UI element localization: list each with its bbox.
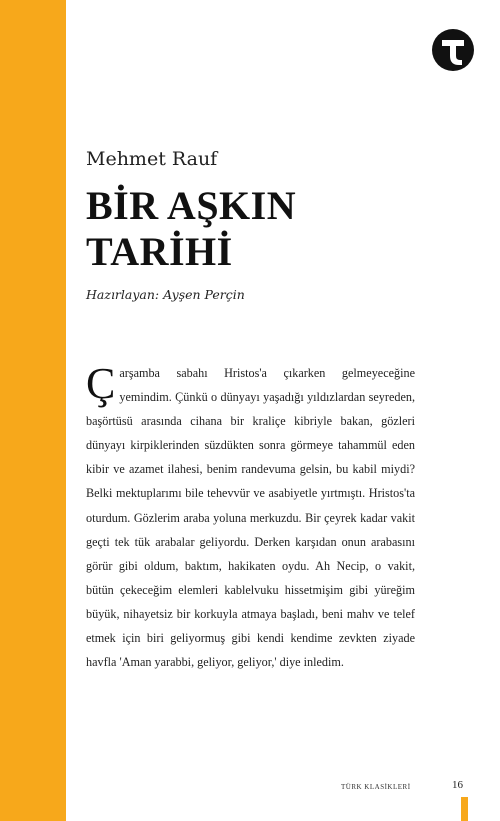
series-label: TÜRK KLASİKLERİ [341, 783, 411, 791]
body-text: arşamba sabahı Hristos'a çıkarken gelmeyeceğine yemindim. Çünkü o dünyayı yaşadığı yıldızlardan seyreden, başörtüsü arasında cihana bir kraliçe kibriyle bakan, gözleri dünyayı kirpiklerinden süzdükten sonra görmeye tahammül eden kibir ve azamet ilahesi, benim randevuma gelsin, bu kabil miydi? Belki mektuplarımı bile tehevvür ve asabiyetle yırtmıştı. Hristos'ta oturdum. Gözlerim araba yoluna merkuzdu. Bir çeyrek kadar vakit geçti tek tük arabalar geliyordu. Derken karşıdan onun arabasını görür gibi oldum, baktım, hakikaten oydu. Ah Necip, o vakit, bütün çekeceğim elemleri kablelvuku hissetmişim gibi yüreğim büyük, nihayetsiz bir korkuyla atmaya başladı, beni mahv ve telef etmek için biri geliyormuş gibi kendi kendime zevkten ziyade havfla 'Aman yarabbi, geliyor, geliyor,' diye inledim. [86, 366, 415, 670]
t-circle-logo-icon [431, 28, 475, 72]
orange-spine-band [0, 0, 66, 821]
page-number: 16 [452, 779, 463, 791]
orange-tab-mark [461, 797, 468, 821]
drop-cap: Ç [86, 359, 116, 408]
book-title-line-1: BİR AŞKIN [86, 183, 297, 228]
author-name: Mehmet Rauf [86, 148, 218, 170]
body-paragraph [86, 361, 415, 674]
editor-credit: Hazırlayan: Ayşen Perçin [86, 287, 245, 302]
book-title-line-2: TARİHİ [86, 229, 233, 274]
book-title [86, 183, 296, 275]
